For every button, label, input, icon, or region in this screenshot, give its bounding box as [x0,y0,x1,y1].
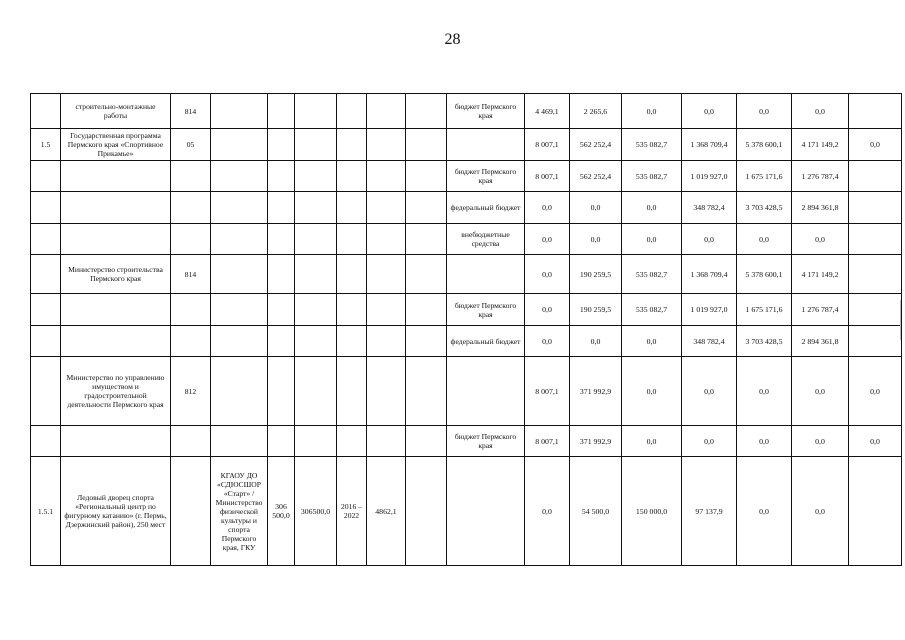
cell-year-value-7: 0,0 [849,357,902,426]
cell-col-9 [406,161,447,192]
cell-executor [211,255,268,294]
cell-year-value-3: 0,0 [622,192,682,224]
cell-period [337,426,367,457]
cell-year-value-4: 348 782,4 [682,192,737,224]
cell-cost-remaining [295,357,337,426]
cell-cost-total [268,192,295,224]
table-row [31,457,902,566]
cell-year-value-6: 0,0 [792,357,849,426]
cell-year-value-1: 0,0 [525,326,570,357]
cell-year-value-2: 190 259,5 [570,294,622,326]
cell-year-value-2: 0,0 [570,192,622,224]
cell-year-value-1: 0,0 [525,192,570,224]
cell-year-value-5: 0,0 [737,224,792,255]
cell-period [337,129,367,161]
cell-cost-remaining [295,294,337,326]
cell-cost-remaining [295,129,337,161]
cell-year-value-6: 0,0 [792,457,849,566]
cell-item-number [31,255,61,294]
cell-grbs-code [171,294,211,326]
cell-capacity [367,129,406,161]
cell-col-9 [406,94,447,129]
cell-col-9 [406,255,447,294]
cell-executor [211,161,268,192]
cell-cost-remaining [295,255,337,294]
cell-funding-source: внебюджетные средства [447,224,525,255]
cell-period: 2016 – 2022 [337,457,367,566]
cell-year-value-7 [849,255,902,294]
cell-period [337,161,367,192]
cell-item-name: Государственная программа Пермского края «Спортивное Прикамье» [61,129,171,161]
cell-grbs-code [171,326,211,357]
cell-year-value-1: 0,0 [525,294,570,326]
cell-year-value-1: 0,0 [525,224,570,255]
cell-cost-remaining [295,326,337,357]
cell-year-value-3: 150 000,0 [622,457,682,566]
cell-item-name [61,426,171,457]
cell-year-value-1: 8 007,1 [525,129,570,161]
cell-year-value-3: 535 082,7 [622,161,682,192]
cell-year-value-5: 0,0 [737,94,792,129]
cell-year-value-1: 8 007,1 [525,357,570,426]
cell-year-value-5: 5 378 600,1 [737,255,792,294]
cell-year-value-2: 0,0 [570,224,622,255]
cell-year-value-2: 0,0 [570,326,622,357]
table-body [31,94,902,566]
cell-year-value-6: 0,0 [792,426,849,457]
cell-grbs-code [171,192,211,224]
table-row [31,294,902,326]
cell-funding-source: бюджет Пермского края [447,294,525,326]
cell-executor [211,94,268,129]
cell-item-number: 1.5 [31,129,61,161]
cell-period [337,326,367,357]
cell-capacity: 4862,1 [367,457,406,566]
cell-funding-source [447,357,525,426]
cell-item-number [31,161,61,192]
cell-period [337,357,367,426]
cell-year-value-5: 3 703 428,5 [737,192,792,224]
cell-funding-source: бюджет Пермского края [447,94,525,129]
cell-grbs-code: 05 [171,129,211,161]
cell-col-9 [406,224,447,255]
cell-year-value-4: 0,0 [682,357,737,426]
cell-item-name [61,192,171,224]
cell-item-number [31,94,61,129]
cell-funding-source: бюджет Пермского края [447,426,525,457]
cell-year-value-7 [849,224,902,255]
cell-item-number [31,326,61,357]
cell-year-value-4: 97 137,9 [682,457,737,566]
cell-funding-source: федеральный бюджет [447,326,525,357]
cell-item-number [31,192,61,224]
cell-period [337,224,367,255]
cell-cost-total [268,94,295,129]
cell-year-value-6: 0,0 [792,224,849,255]
cell-item-number [31,357,61,426]
table-row [31,192,902,224]
table-row [31,129,902,161]
table-row [31,94,902,129]
cell-grbs-code [171,457,211,566]
table-row [31,161,902,192]
cell-capacity [367,426,406,457]
cell-year-value-1: 0,0 [525,457,570,566]
cell-capacity [367,326,406,357]
scan-edge-mark [900,300,901,340]
table-row [31,224,902,255]
cell-year-value-4: 0,0 [682,426,737,457]
cell-year-value-6: 4 171 149,2 [792,129,849,161]
cell-year-value-5: 3 703 428,5 [737,326,792,357]
cell-executor [211,129,268,161]
budget-table [30,93,902,566]
table-row [31,426,902,457]
cell-item-name [61,161,171,192]
cell-col-9 [406,326,447,357]
cell-col-9 [406,129,447,161]
cell-year-value-4: 0,0 [682,94,737,129]
cell-grbs-code: 812 [171,357,211,426]
cell-year-value-5: 5 378 600,1 [737,129,792,161]
cell-cost-remaining [295,224,337,255]
cell-year-value-3: 535 082,7 [622,294,682,326]
cell-cost-total [268,224,295,255]
cell-year-value-4: 1 019 927,0 [682,161,737,192]
cell-item-name: Министерство строительства Пермского края [61,255,171,294]
cell-cost-remaining [295,426,337,457]
cell-col-9 [406,457,447,566]
cell-year-value-6: 2 894 361,8 [792,192,849,224]
cell-year-value-7 [849,161,902,192]
cell-year-value-2: 371 992,9 [570,357,622,426]
cell-year-value-4: 1 368 709,4 [682,129,737,161]
cell-year-value-6: 4 171 149,2 [792,255,849,294]
cell-item-name [61,326,171,357]
cell-item-name [61,224,171,255]
cell-executor [211,426,268,457]
cell-item-number [31,426,61,457]
cell-grbs-code [171,426,211,457]
cell-year-value-7 [849,192,902,224]
cell-capacity [367,192,406,224]
cell-cost-total [268,326,295,357]
cell-cost-remaining [295,192,337,224]
cell-year-value-3: 535 082,7 [622,255,682,294]
table-row [31,357,902,426]
cell-period [337,94,367,129]
cell-year-value-6: 1 276 787,4 [792,161,849,192]
cell-funding-source [447,129,525,161]
cell-cost-remaining: 306500,0 [295,457,337,566]
cell-executor [211,192,268,224]
cell-year-value-3: 535 082,7 [622,129,682,161]
cell-item-number: 1.5.1 [31,457,61,566]
cell-year-value-7: 0,0 [849,129,902,161]
cell-year-value-2: 371 992,9 [570,426,622,457]
cell-year-value-5: 1 675 171,6 [737,294,792,326]
cell-cost-total [268,129,295,161]
cell-item-number [31,294,61,326]
cell-year-value-4: 1 368 709,4 [682,255,737,294]
cell-year-value-3: 0,0 [622,357,682,426]
table-row [31,255,902,294]
cell-year-value-3: 0,0 [622,426,682,457]
cell-year-value-7 [849,294,902,326]
cell-executor: КГАОУ ДО «СДЮСШОР «Старт» / Министерство физической культуры и спорта Пермского края, ГКУ [211,457,268,566]
cell-period [337,294,367,326]
cell-year-value-5: 0,0 [737,457,792,566]
cell-year-value-2: 562 252,4 [570,129,622,161]
cell-funding-source [447,457,525,566]
cell-year-value-2: 190 259,5 [570,255,622,294]
cell-funding-source [447,255,525,294]
cell-year-value-5: 1 675 171,6 [737,161,792,192]
cell-year-value-2: 562 252,4 [570,161,622,192]
cell-col-9 [406,426,447,457]
cell-year-value-1: 8 007,1 [525,161,570,192]
cell-executor [211,224,268,255]
cell-year-value-1: 8 007,1 [525,426,570,457]
cell-grbs-code [171,224,211,255]
cell-cost-total [268,161,295,192]
cell-year-value-7 [849,94,902,129]
cell-grbs-code: 814 [171,255,211,294]
cell-cost-total: 306 500,0 [268,457,295,566]
cell-funding-source: бюджет Пермского края [447,161,525,192]
cell-col-9 [406,192,447,224]
cell-cost-remaining [295,94,337,129]
cell-col-9 [406,294,447,326]
cell-cost-total [268,357,295,426]
cell-capacity [367,357,406,426]
cell-capacity [367,224,406,255]
cell-year-value-4: 348 782,4 [682,326,737,357]
cell-year-value-6: 0,0 [792,94,849,129]
cell-cost-total [268,294,295,326]
cell-cost-total [268,255,295,294]
cell-grbs-code [171,161,211,192]
cell-year-value-3: 0,0 [622,224,682,255]
table-row [31,326,902,357]
cell-executor [211,294,268,326]
cell-year-value-7 [849,326,902,357]
cell-year-value-1: 0,0 [525,255,570,294]
page-number: 28 [444,31,461,48]
cell-capacity [367,94,406,129]
cell-executor [211,357,268,426]
cell-year-value-3: 0,0 [622,94,682,129]
cell-funding-source: федеральный бюджет [447,192,525,224]
cell-year-value-1: 4 469,1 [525,94,570,129]
cell-year-value-6: 1 276 787,4 [792,294,849,326]
cell-capacity [367,161,406,192]
cell-capacity [367,255,406,294]
cell-year-value-3: 0,0 [622,326,682,357]
cell-period [337,255,367,294]
cell-year-value-2: 54 500,0 [570,457,622,566]
cell-year-value-4: 0,0 [682,224,737,255]
cell-year-value-5: 0,0 [737,426,792,457]
cell-grbs-code: 814 [171,94,211,129]
cell-item-name [61,294,171,326]
cell-year-value-2: 2 265,6 [570,94,622,129]
cell-year-value-4: 1 019 927,0 [682,294,737,326]
cell-cost-remaining [295,161,337,192]
cell-item-name: строительно-монтажные работы [61,94,171,129]
cell-year-value-7 [849,457,902,566]
cell-item-name: Министерство по управлению имуществом и градостроительной деятельности Пермского края [61,357,171,426]
cell-year-value-5: 0,0 [737,357,792,426]
cell-capacity [367,294,406,326]
cell-col-9 [406,357,447,426]
cell-period [337,192,367,224]
cell-executor [211,326,268,357]
cell-year-value-6: 2 894 361,8 [792,326,849,357]
cell-cost-total [268,426,295,457]
cell-item-number [31,224,61,255]
cell-year-value-7: 0,0 [849,426,902,457]
cell-item-name: Ледовый дворец спорта «Региональный центр по фигурному катанию» (г. Пермь, Дзержинский район), 250 мест [61,457,171,566]
